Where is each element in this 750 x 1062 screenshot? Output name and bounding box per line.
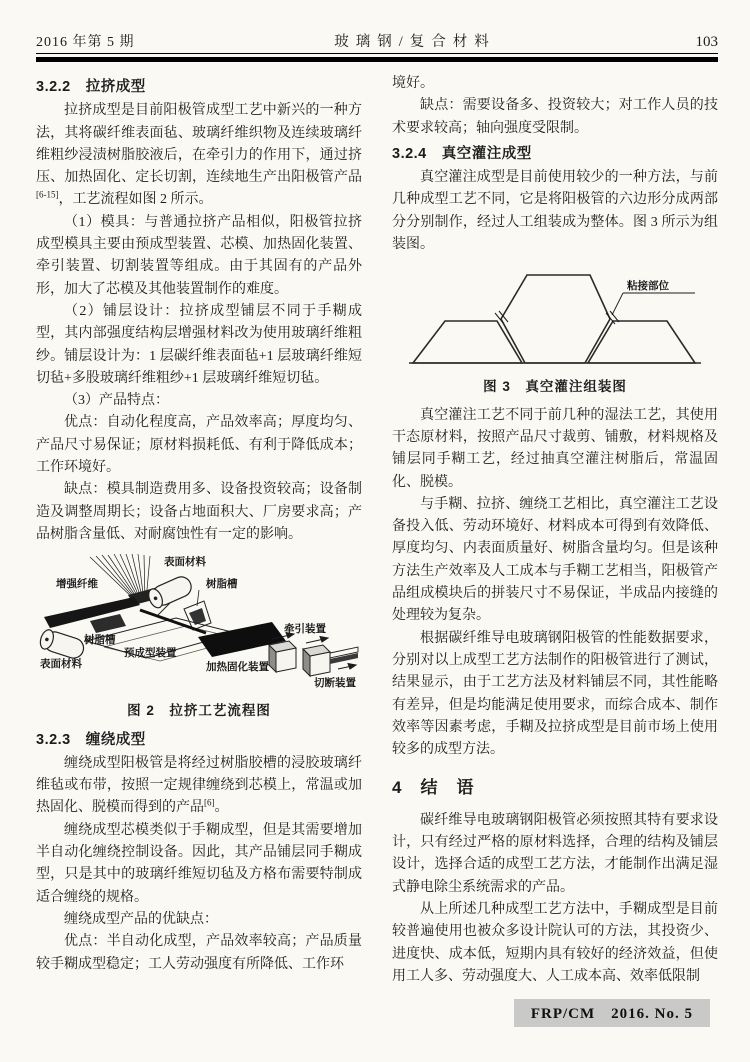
fig2-label-pulling-device: 牵引装置 (284, 623, 326, 636)
citation-ref: [6] (204, 797, 215, 808)
paragraph: 优点：自动化程度高，产品效率高；厚度均匀、产品尺寸易保证；原材料损耗低、有利于降低成本；工作环境好。 (36, 415, 362, 476)
pultrusion-diagram (38, 553, 360, 695)
page-header (36, 30, 718, 51)
conclusion-heading: 4 结 语 (392, 778, 475, 798)
paragraph: 优点：半自动化成型，产品效率较高；产品质量较手糊成型稳定；工人劳动强度有所降低、工作环 (36, 934, 362, 972)
paragraph (36, 100, 362, 211)
figure-2 (36, 553, 362, 722)
paragraph: （1）模具：与普通拉挤产品相似，阳极管拉挤成型模具主要由预成型装置、芯模、加热固化装置、牵引装置、切割装置等组成。由于其固有的产品外形，加大了芯模及其他装置制作的难度。 (36, 214, 362, 297)
paragraph: 缺点：模具制造费用多、设备投资较高；设备制造及调整周期长；设备占地面积大、厂房要求高；产品树脂含量低、对耐腐蚀性有一定的影响。 (36, 482, 362, 542)
paragraph-text: 。 (214, 800, 229, 816)
assembly-diagram (405, 263, 705, 371)
paragraph: （3）产品特点： (64, 393, 169, 409)
citation-ref: [6-15] (36, 189, 59, 200)
fig2-label-resin-tank-left: 树脂槽 (84, 634, 116, 647)
header-issue: 2016 年第 5 期 (36, 35, 135, 50)
paragraph-continuation: 境好。 (392, 76, 434, 91)
fig2-label-surface-material-bottom: 表面材料 (40, 658, 82, 671)
fig2-label-preforming-device: 预成型装置 (124, 647, 177, 660)
header-journal-title: 玻璃钢/复合材料 (334, 34, 496, 50)
section-heading-323: 3.2.3 缠绕成型 (36, 731, 146, 748)
figure-2-caption: 图 2 拉挤工艺流程图 (127, 703, 271, 719)
paragraph: 缺点：需要设备多、投资较大；对工作人员的技术要求较高；轴向强度受限制。 (392, 98, 718, 136)
fig2-label-cutting-device: 切断装置 (314, 677, 356, 690)
footer-journal-badge: FRP/CM 2016. No. 5 (514, 999, 710, 1027)
fig2-label-reinforcing-fiber: 增强纤维 (56, 578, 98, 591)
paragraph: 真空灌注工艺不同于前几种的湿法工艺，其使用干态原材料，按照产品尺寸裁剪、铺敷，材料规格及铺层同手糊工艺，经过抽真空灌注树脂后，常温固化、脱模。 (392, 407, 718, 490)
section-heading-322: 3.2.2 拉挤成型 (36, 79, 146, 95)
paragraph: 真空灌注成型是目前使用较少的一种方法，与前几种成型工艺不同，它是将阳极管的六边形分成两部分分别制作，经过人工组装成为整体。图 3 所示为组装图。 (392, 170, 718, 253)
paragraph-text: 缠绕成型阳极管是将经过树脂胶槽的浸胶玻璃纤维毡或布带，按照一定规律缠绕到芯模上，常温或加热固化、脱模而得到的产品 (36, 755, 362, 816)
paragraph: 从上所述几种成型工艺方法中，手糊成型是目前较普遍使用也被众多设计院认可的方法，其投资少、进度快、成本低，短期内具有较好的经济效益，但使用工人多、劳动强度大、人工成本高、效率低限制 (392, 901, 718, 984)
paragraph: 碳纤维导电玻璃钢阳极管必须按照其特有要求设计，只有经过严格的原材料选择，合理的结构及铺层设计，选择合适的成型工艺方法，才能制作出满足湿式静电除尘系统需求的产品。 (392, 812, 718, 895)
fig2-label-heating-curing-device: 加热固化装置 (206, 661, 269, 674)
figure-3 (392, 263, 718, 398)
section-heading-324: 3.2.4 真空灌注成型 (392, 145, 532, 162)
figure-3-caption: 图 3 真空灌注组装图 (483, 379, 627, 395)
header-page-number: 103 (695, 34, 718, 50)
left-column (36, 73, 362, 1053)
fig2-label-surface-material-top: 表面材料 (164, 556, 206, 569)
header-rule-thin (36, 53, 718, 54)
paragraph (36, 753, 362, 820)
paragraph: 根据碳纤维导电玻璃钢阳极管的性能数据要求，分别对以上成型工艺方法制作的阳极管进行了测试，结果显示，由于工艺方法及材料铺层不同，其性能略有差异，但是均能满足使用要求，而综合成本、制作效率等因素考虑，手糊及拉挤成型是目前市场上使用较多的成型方法。 (392, 630, 718, 758)
header-rule-thick (36, 57, 718, 62)
paragraph-text: ，工艺流程如图 2 所示。 (58, 192, 213, 208)
fig3-label-bonding-area: 粘接部位 (627, 280, 669, 293)
paragraph: 缠绕成型产品的优缺点： (64, 911, 218, 927)
paragraph: 与手糊、拉挤、缠绕工艺相比，真空灌注工艺设备投入低、劳动环境好、材料成本可得到有效降低、厚度均匀、内表面质量好、树脂含量均匀。但是该种方法生产效率及人工成本与手糊工艺相当，阳极管产品组成模块后的拼装尺寸不易保证，半成品内接缝的处理较为复杂。 (392, 496, 718, 624)
fig2-label-resin-tank-right: 树脂槽 (206, 578, 238, 591)
paragraph: （2）铺层设计：拉挤成型铺层不同于手糊成型，其内部强度结构层增强材料改为使用玻璃纤维粗纱。铺层设计为：1 层碳纤维表面毡+1 层玻璃纤维短切毡+多股玻璃纤维粗纱+1 层玻璃纤维短切毡。 (36, 303, 362, 386)
paragraph: 缠绕成型芯模类似于手糊成型，但是其需要增加半自动化缠绕控制设备。因此，其产品铺层同手糊成型，只是其中的玻璃纤维短切毡及方格布需要特制成适合缠绕的规格。 (36, 822, 362, 905)
right-column (392, 73, 718, 1053)
paragraph-text: 拉挤成型是目前阳极管成型工艺中新兴的一种方法，其将碳纤维表面毡、玻璃纤维织物及连续玻璃纤维粗纱浸渍树脂胶液后，在牵引力的作用下，通过挤压、加热固化、定长切割，连续地生产出阳极管产品 (36, 103, 362, 186)
